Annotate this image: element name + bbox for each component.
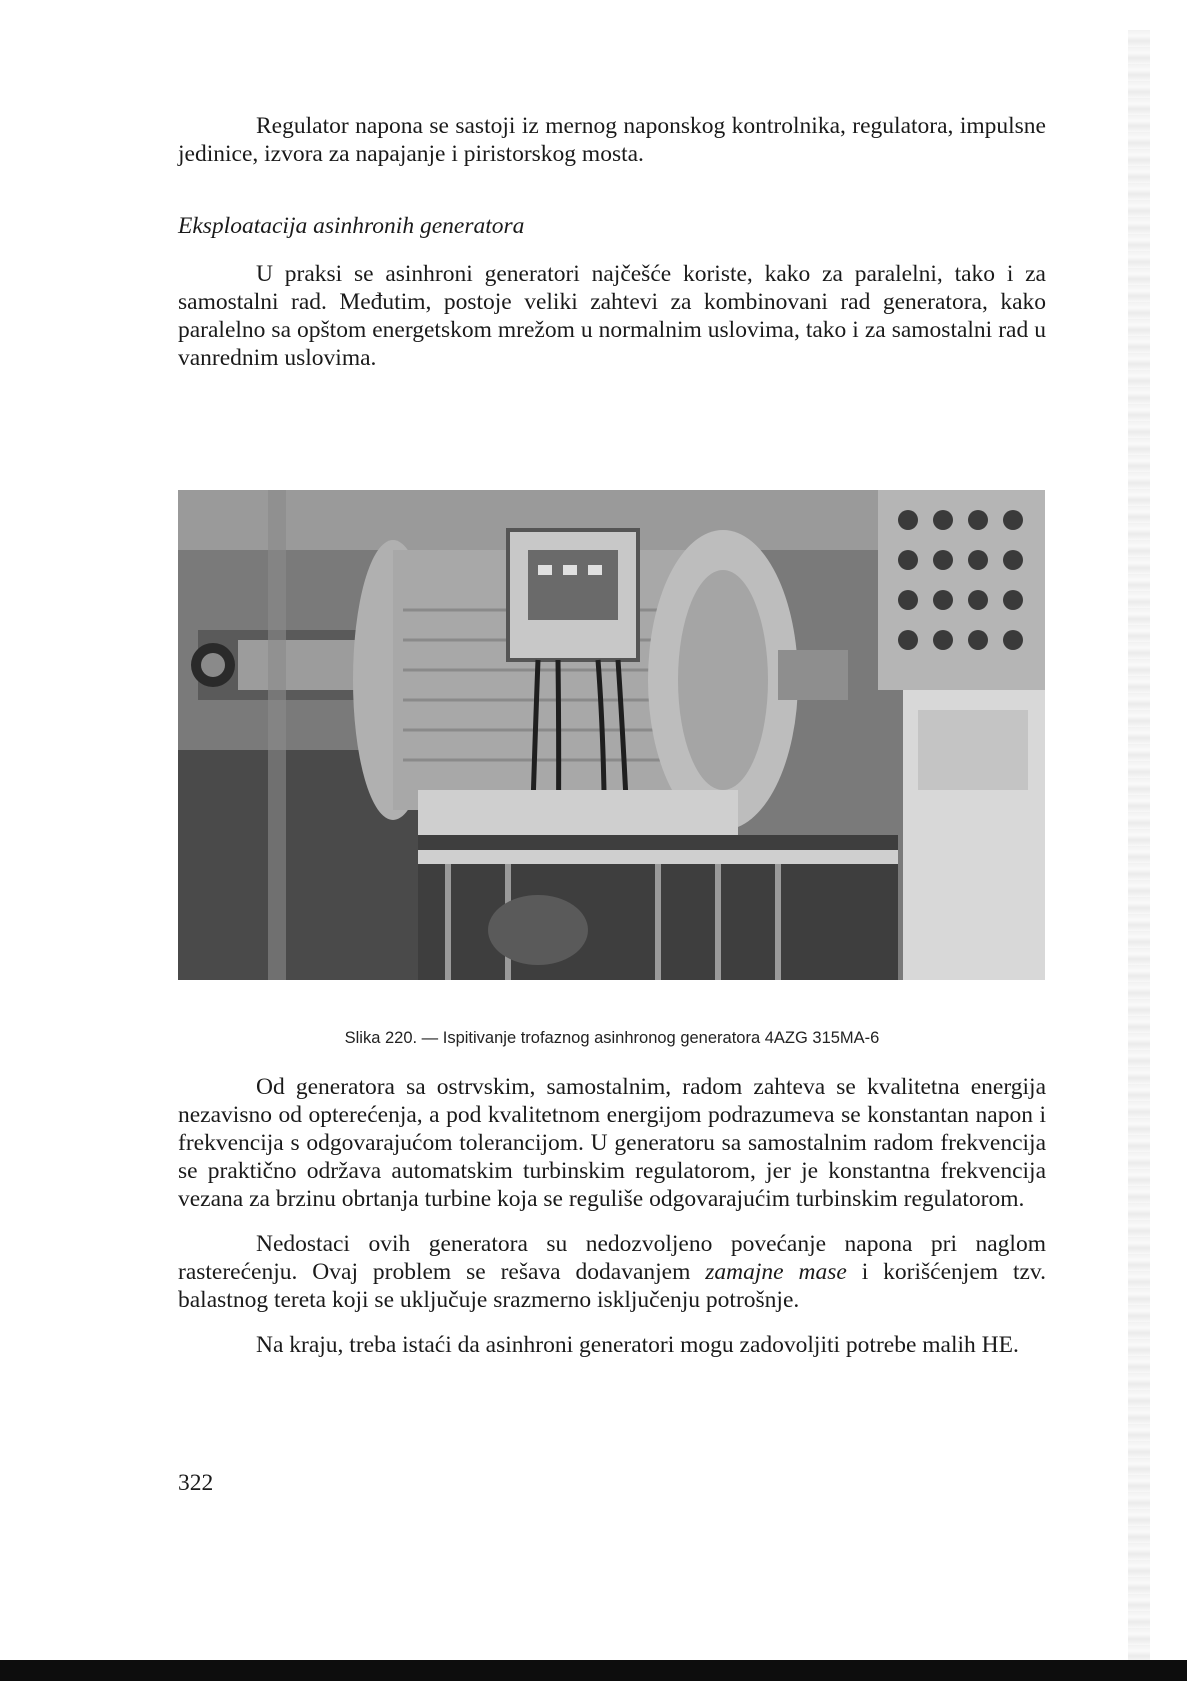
- section-heading: Eksploatacija asinhronih generatora: [178, 213, 525, 239]
- generator-photo: [178, 490, 1045, 980]
- paragraph-ostrvski-rad: Od generatora sa ostrvskim, samostalnim, radom zahteva se kvalitetna energija nezavisno od opterećenja, a pod kvalitetnom energijom podrazumeva se konstantan napon i frekvencija s odgovarajućom tolerancijom. U generatoru sa samostalnim radom frekvencija se praktično održava automatskim turbinskim regulatorom, jer je konstantna frekvencija vezana za brzinu obrtanja turbine koja se reguliše odgovarajućim turbinskim regulatorom.: [178, 1074, 1046, 1212]
- paragraph-zakljucak: Na kraju, treba istaći da asinhroni generatori mogu zadovoljiti potrebe malih HE.: [256, 1332, 1019, 1358]
- paragraph-nedostaci-emphasis: zamajne mase: [705, 1259, 847, 1285]
- paragraph-praksa: U praksi se asinhroni generatori najčešće koriste, kako za paralelni, tako i za samostalni rad. Međutim, postoje veliki zahtevi za kombinovani rad generatora, kako paralelno sa opštom energetskom mrežom u normalnim uslovima, tako i za samostalni rad u vanrednim uslovima.: [178, 261, 1046, 371]
- text-block-top: [178, 112, 1046, 372]
- paragraph-nedostaci-end: i korišćenjem tzv. balastnog tereta koji se uključuje srazmerno isključenju potrošnje.: [178, 1259, 1046, 1313]
- paragraph-nedostaci: [178, 1230, 1046, 1314]
- paragraph-regulator: Regulator napona se sastoji iz mernog naponskog kontrolnika, regulatora, impulsne jedinice, izvora za napajanje i piristorskog mosta.: [178, 113, 1046, 167]
- page-number: 322: [178, 1470, 214, 1496]
- figure-caption: Slika 220. — Ispitivanje trofaznog asinhronog generatora 4AZG 315MA-6: [344, 1029, 880, 1047]
- text-block-bottom: [178, 1073, 1046, 1359]
- generator-photo-illustration: [178, 490, 1045, 980]
- page-edge-shadow: [1128, 30, 1150, 1660]
- scan-bottom-edge: [0, 1660, 1187, 1681]
- paragraph-nedostaci-start: Nedostaci ovih generatora su nedozvoljeno povećanje napona pri naglom rasterećenju. Ovaj problem se rešava dodavanjem: [178, 1231, 1046, 1285]
